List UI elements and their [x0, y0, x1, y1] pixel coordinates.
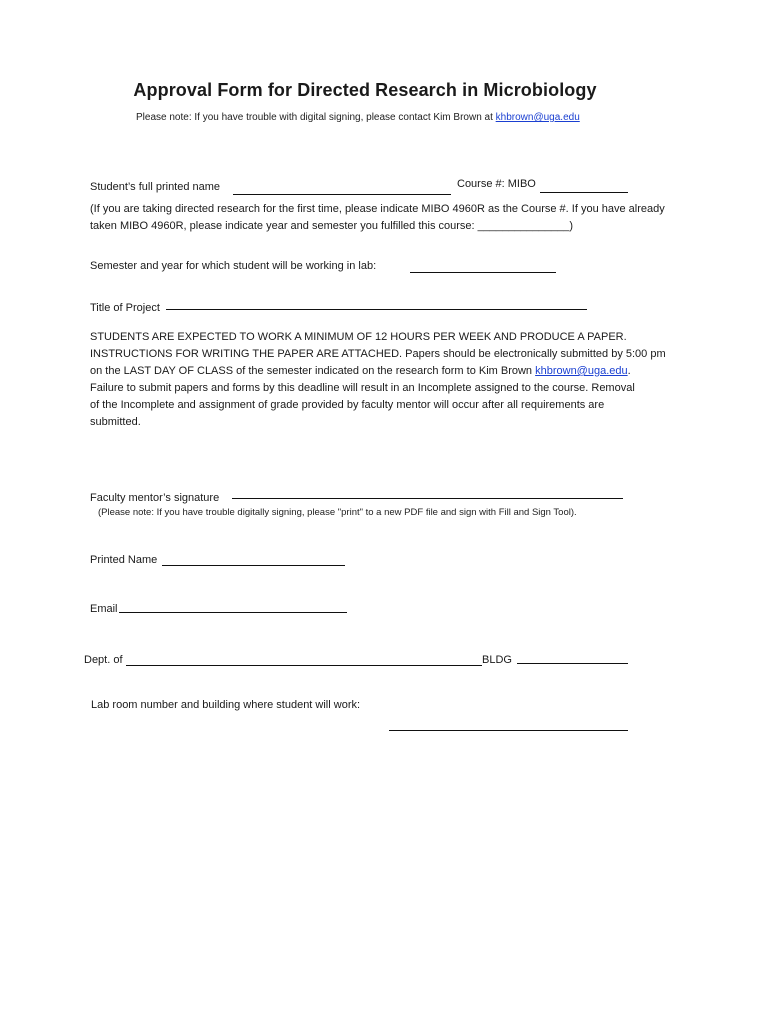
- mentor-signature-field[interactable]: [232, 498, 623, 499]
- instructions-line: submitted.: [90, 416, 141, 428]
- building-field[interactable]: [517, 663, 628, 664]
- department-label: Dept. of: [84, 654, 123, 666]
- instructions-line: Failure to submit papers and forms by this deadline will result in an Incomplete assigned to the course. Removal: [90, 382, 635, 394]
- student-name-field[interactable]: [233, 194, 451, 195]
- lab-room-label: Lab room number and building where student will work:: [91, 699, 361, 711]
- course-number-field[interactable]: [540, 192, 628, 193]
- first-time-course-note: (If you are taking directed research for the first time, please indicate MIBO 4960R as the Course #. If you have already taken MIBO 4960R, please indicate year and semester you fulfilled this course: _______________): [90, 203, 665, 232]
- instructions-line-period: .: [627, 365, 631, 377]
- instructions-line: [90, 365, 631, 377]
- contact-email-link[interactable]: khbrown@uga.edu: [495, 112, 580, 123]
- digital-signing-note: [136, 112, 580, 123]
- instructions-line: STUDENTS ARE EXPECTED TO WORK A MINIMUM OF 12 HOURS PER WEEK AND PRODUCE A PAPER.: [90, 331, 627, 343]
- mentor-signature-note: (Please note: If you have trouble digitally signing, please "print" to a new PDF file and sign with Fill and Sign Tool).: [98, 507, 577, 518]
- building-label: BLDG: [482, 654, 512, 666]
- instructions-line-text: on the LAST DAY OF CLASS of the semester indicated on the research form to Kim Brown: [90, 365, 536, 377]
- email-field[interactable]: [119, 612, 347, 613]
- semester-year-field[interactable]: [410, 272, 556, 273]
- course-number-label: Course #: MIBO: [457, 178, 536, 190]
- project-title-field[interactable]: [166, 309, 587, 310]
- lab-room-field[interactable]: [389, 730, 628, 731]
- printed-name-field[interactable]: [162, 565, 345, 566]
- student-name-label: Student’s full printed name: [90, 181, 221, 193]
- page-title: Approval Form for Directed Research in Microbiology: [133, 80, 597, 100]
- submission-email-link[interactable]: khbrown@uga.edu: [535, 365, 628, 377]
- mentor-signature-label: Faculty mentor’s signature: [90, 492, 220, 504]
- project-title-label: Title of Project: [90, 302, 160, 314]
- semester-year-label: Semester and year for which student will be working in lab:: [90, 260, 377, 272]
- printed-name-label: Printed Name: [90, 554, 158, 566]
- department-field[interactable]: [126, 665, 482, 666]
- digital-signing-note-text: Please note: If you have trouble with digital signing, please contact Kim Brown at: [136, 112, 496, 123]
- instructions-line: INSTRUCTIONS FOR WRITING THE PAPER ARE ATTACHED. Papers should be electronically submitted by 5:00 pm: [90, 348, 666, 360]
- email-label: Email: [90, 603, 118, 615]
- instructions-line: of the Incomplete and assignment of grade provided by faculty mentor will occur after all requirements are: [90, 399, 605, 411]
